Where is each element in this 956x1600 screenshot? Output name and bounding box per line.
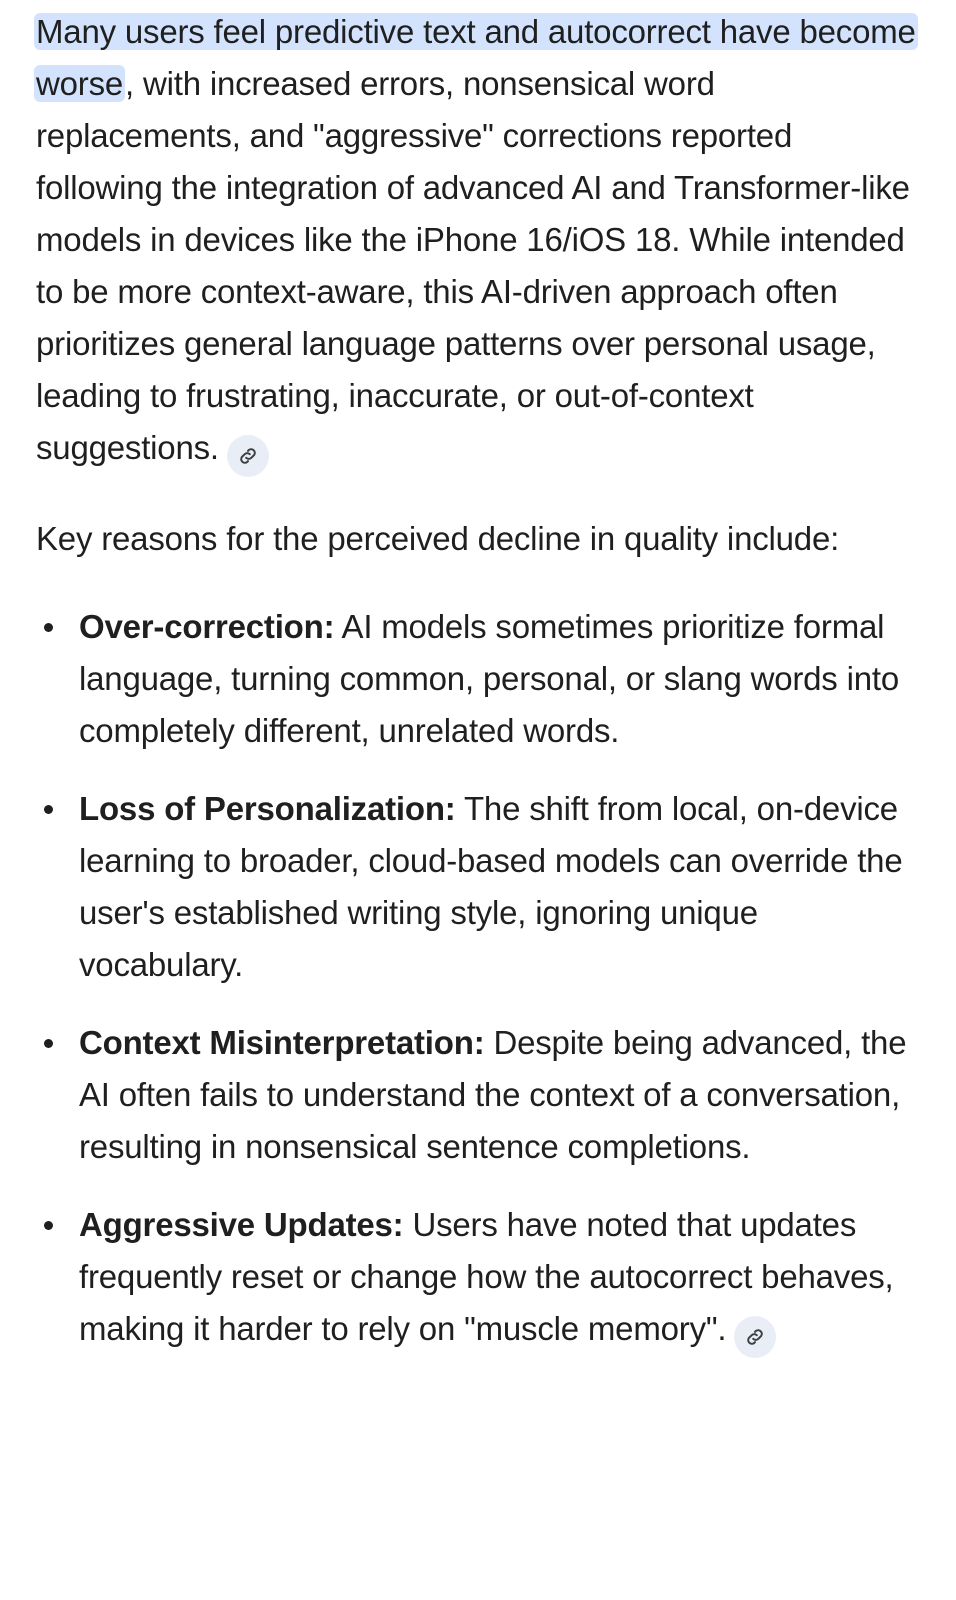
reason-title: Aggressive Updates: bbox=[79, 1206, 404, 1243]
citation-link-button[interactable] bbox=[227, 435, 269, 477]
reason-text: Users have noted that updates frequently reset or change how the autocorrect behaves, making it harder to rely on "muscle memory". bbox=[79, 1206, 894, 1347]
intro-paragraph bbox=[36, 6, 920, 477]
bullet-icon bbox=[44, 623, 53, 632]
reason-text: Despite being advanced, the AI often fails to understand the context of a conversation, resulting in nonsensical sentence completions. bbox=[79, 1024, 907, 1165]
bullet-icon bbox=[44, 805, 53, 814]
list-item bbox=[36, 601, 920, 757]
reason-text: AI models sometimes prioritize formal language, turning common, personal, or slang words into completely different, unrelated words. bbox=[79, 608, 899, 749]
list-item bbox=[36, 783, 920, 991]
reason-title: Loss of Personalization: bbox=[79, 790, 456, 827]
intro-text: , with increased errors, nonsensical word replacements, and "aggressive" corrections reported following the integration of advanced AI and Transformer-like models in devices like the iPhone 16/iOS 18. While intended to be more context-aware, this AI-driven approach often prioritizes general language patterns over personal usage, leading to frustrating, inaccurate, or out-of-context suggestions. bbox=[36, 65, 910, 466]
link-icon bbox=[744, 1326, 766, 1348]
reason-text: The shift from local, on-device learning to broader, cloud-based models can override the user's established writing style, ignoring unique vocabulary. bbox=[79, 790, 903, 983]
citation-link-button[interactable] bbox=[734, 1316, 776, 1358]
bullet-icon bbox=[44, 1221, 53, 1230]
reason-title: Context Misinterpretation: bbox=[79, 1024, 485, 1061]
reasons-list bbox=[36, 601, 920, 1358]
reasons-lead: Key reasons for the perceived decline in quality include: bbox=[36, 520, 840, 557]
reason-title: Over-correction: bbox=[79, 608, 335, 645]
link-icon bbox=[237, 445, 259, 467]
list-item bbox=[36, 1017, 920, 1173]
highlighted-claim[interactable]: Many users feel predictive text and autocorrect have become worse bbox=[36, 13, 916, 102]
list-item bbox=[36, 1199, 920, 1358]
bullet-icon bbox=[44, 1039, 53, 1048]
